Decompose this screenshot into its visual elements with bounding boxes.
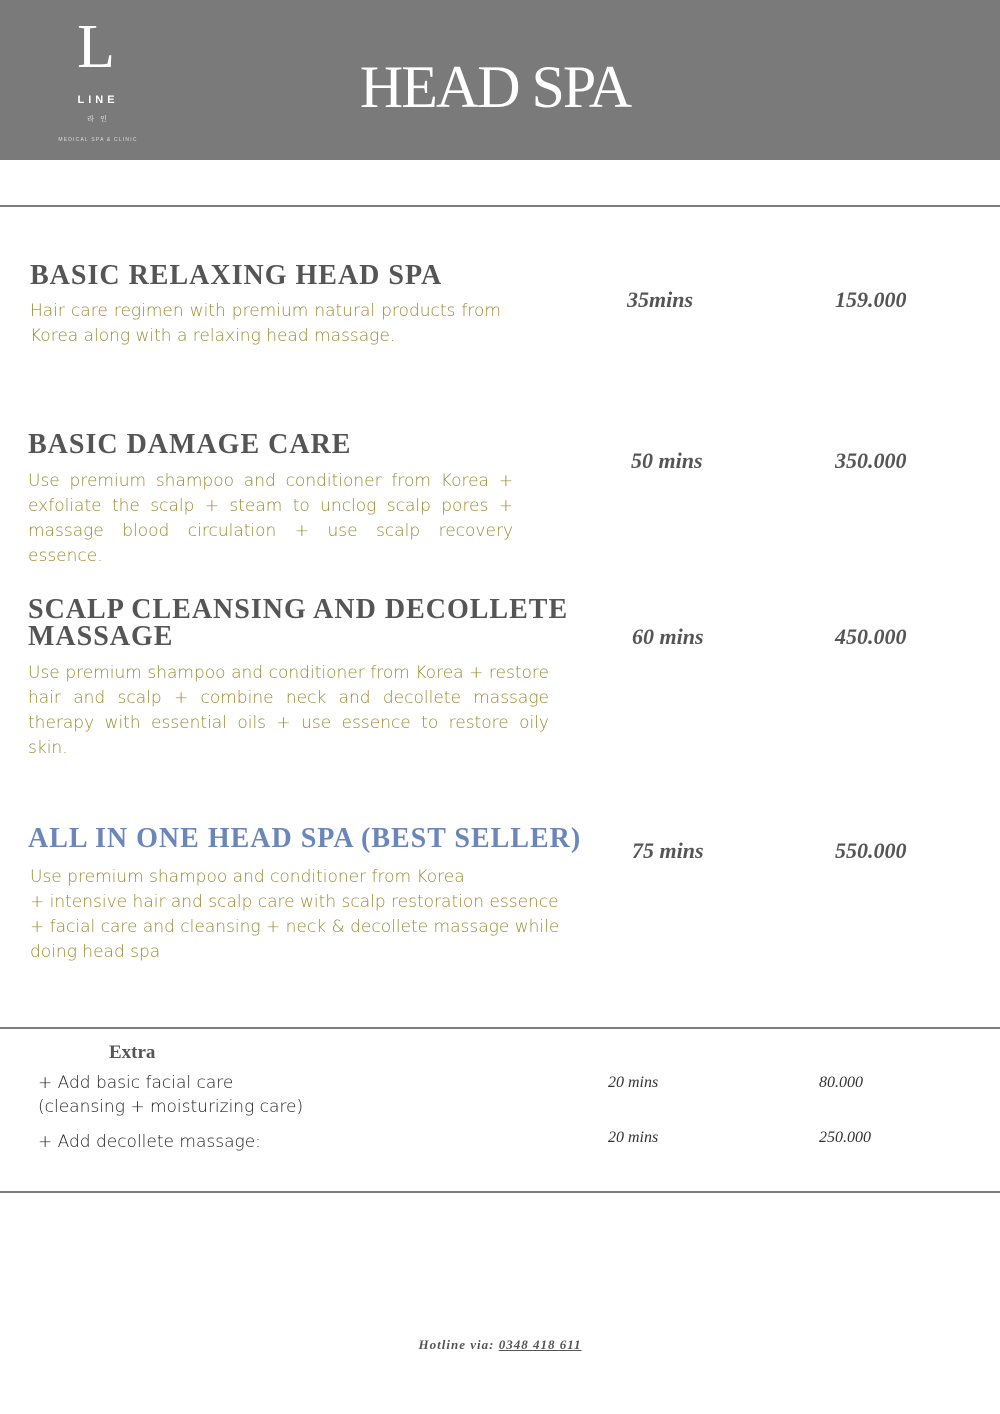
extra-heading: Extra	[109, 1042, 156, 1063]
service-title-scalp-cleansing: SCALP CLEANSING AND DECOLLETE MASSAGE	[28, 594, 569, 652]
description-line: + facial care and cleansing + neck & decollete massage while	[30, 917, 560, 937]
logo-korean: 라 인	[87, 115, 109, 123]
extra-line: (cleansing + moisturizing care)	[38, 1097, 304, 1117]
service-duration-all-in-one: 75 mins	[632, 838, 704, 863]
service-duration-scalp-cleansing: 60 mins	[632, 624, 704, 649]
service-duration-basic-relaxing: 35mins	[627, 287, 694, 312]
header-banner	[0, 0, 1000, 160]
hotline-number[interactable]: 0348 418 611	[498, 1337, 582, 1352]
divider-bottom	[0, 1191, 1000, 1193]
service-description-basic-relaxing: Hair care regimen with premium natural products from Korea along with a relaxing head massage.	[30, 301, 501, 346]
service-title-basic-damage-care: BASIC DAMAGE CARE	[28, 429, 352, 460]
extra-line: + Add basic facial care	[38, 1073, 234, 1093]
logo-subtitle: MEDICAL SPA & CLINIC	[58, 137, 138, 143]
service-description-basic-damage-care: Use premium shampoo and conditioner from Korea + exfoliate the scalp + steam to unclog scalp pores + massage blood circulation + use scalp recovery essence.	[28, 471, 513, 566]
service-duration-basic-damage-care: 50 mins	[631, 448, 703, 473]
extra-duration-decollete-massage: 20 mins	[608, 1129, 659, 1146]
page-title: HEAD SPA	[359, 54, 631, 120]
service-title-basic-relaxing: BASIC RELAXING HEAD SPA	[30, 260, 443, 291]
extra-price-facial-care: 80.000	[819, 1074, 863, 1091]
service-price-basic-damage-care: 350.000	[835, 448, 907, 473]
divider-middle	[0, 1027, 1000, 1029]
service-description-scalp-cleansing: Use premium shampoo and conditioner from Korea + restore hair and scalp + combine neck and decollete massage therapy with essential oils + use essence to restore oily skin.	[28, 663, 549, 758]
service-price-all-in-one: 550.000	[835, 838, 907, 863]
service-description-all-in-one	[30, 865, 590, 965]
extra-item-facial-care	[38, 1071, 303, 1119]
extra-line: + Add decollete massage:	[38, 1132, 261, 1152]
divider-top	[0, 205, 1000, 207]
service-price-scalp-cleansing: 450.000	[835, 624, 907, 649]
hotline	[0, 1337, 1000, 1353]
description-line: Use premium shampoo and conditioner from Korea	[30, 867, 465, 887]
extra-duration-facial-care: 20 mins	[608, 1074, 659, 1091]
service-title-all-in-one: ALL IN ONE HEAD SPA (BEST SELLER)	[28, 823, 582, 854]
service-price-basic-relaxing: 159.000	[835, 287, 907, 312]
logo-name: LINE	[77, 94, 119, 106]
extra-item-decollete-massage	[38, 1130, 261, 1154]
hotline-label: Hotline via:	[418, 1337, 495, 1352]
description-line: + intensive hair and scalp care with scalp restoration essence	[30, 892, 559, 912]
extra-price-decollete-massage: 250.000	[819, 1129, 871, 1146]
logo-letter: L	[77, 13, 115, 81]
description-line: doing head spa	[30, 942, 161, 962]
